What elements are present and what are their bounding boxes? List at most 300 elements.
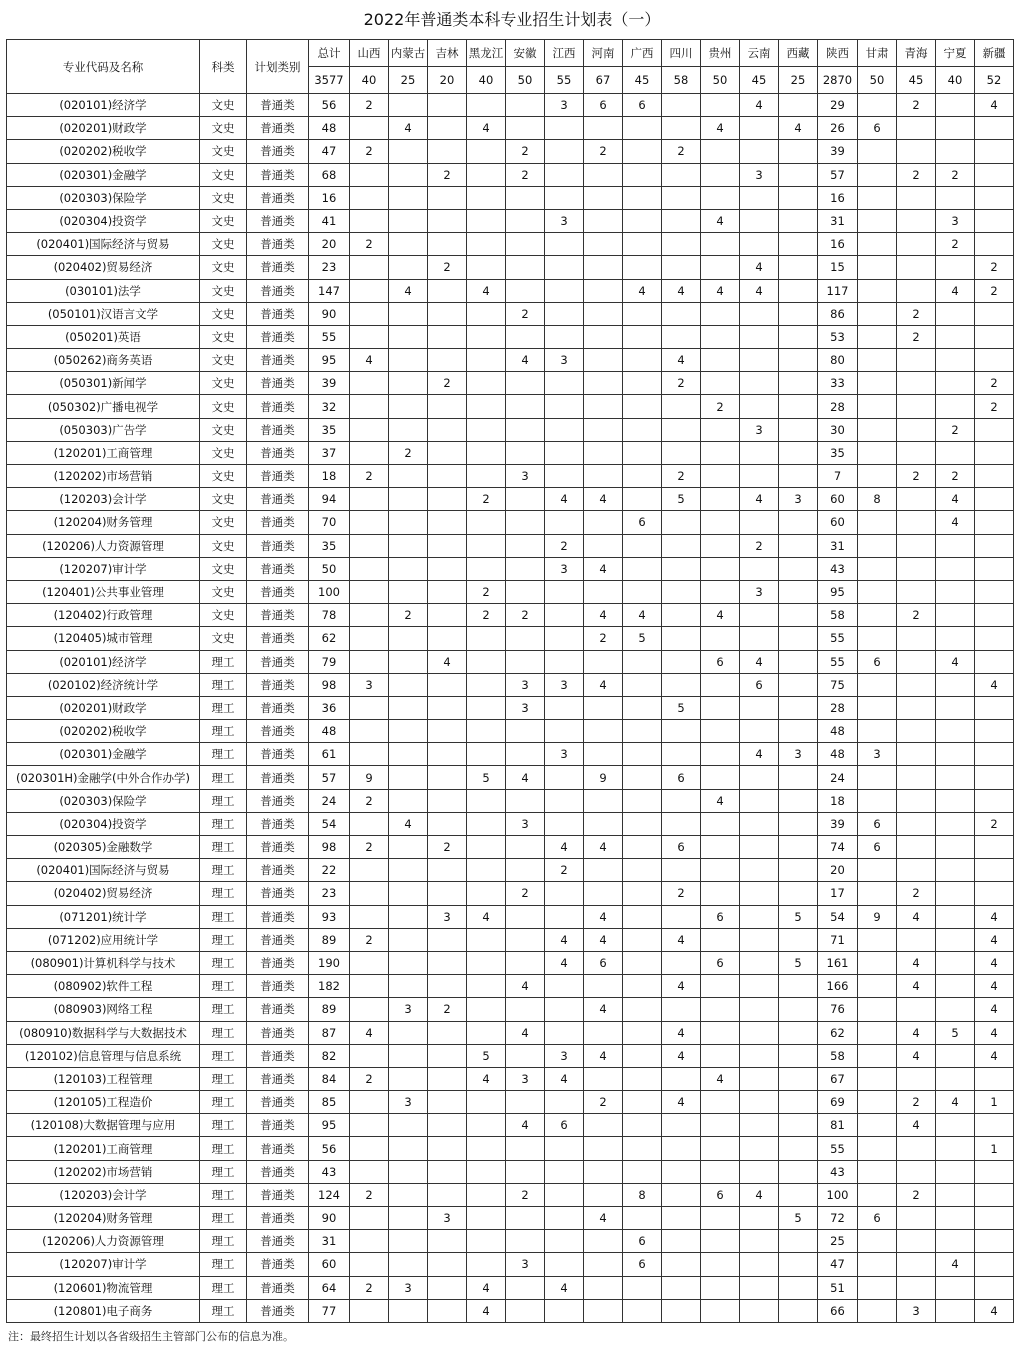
- quota-cell: [467, 209, 506, 232]
- quota-cell: [506, 233, 545, 256]
- quota-cell: [350, 186, 389, 209]
- quota-cell: [779, 256, 818, 279]
- quota-cell: [545, 650, 584, 673]
- quota-cell: 4: [662, 928, 701, 951]
- quota-cell: [506, 1137, 545, 1160]
- quota-cell: [467, 627, 506, 650]
- quota-cell: [975, 511, 1014, 534]
- quota-cell: [740, 233, 779, 256]
- quota-cell: [584, 372, 623, 395]
- table-row: [7, 302, 1014, 325]
- quota-cell: [545, 465, 584, 488]
- quota-cell: 81: [818, 1114, 858, 1137]
- quota-cell: [350, 1253, 389, 1276]
- quota-cell: [858, 186, 897, 209]
- quota-cell: 2: [350, 836, 389, 859]
- quota-cell: [779, 94, 818, 117]
- quota-cell: [858, 1276, 897, 1299]
- subject-cell: 理工: [200, 720, 247, 743]
- quota-cell: 4: [662, 349, 701, 372]
- quota-cell: 3: [506, 673, 545, 696]
- quota-cell: [740, 209, 779, 232]
- quota-cell: [467, 140, 506, 163]
- quota-cell: [623, 534, 662, 557]
- quota-cell: 55: [818, 650, 858, 673]
- subject-cell: 理工: [200, 1230, 247, 1253]
- quota-cell: [584, 1067, 623, 1090]
- quota-cell: [701, 256, 740, 279]
- plan-type-cell: 普通类: [247, 1207, 309, 1230]
- quota-cell: [545, 720, 584, 743]
- quota-cell: 2: [467, 604, 506, 627]
- header-province: 江西: [545, 40, 584, 67]
- major-cell: (120108)大数据管理与应用: [7, 1114, 200, 1137]
- total-cell: 87: [309, 1021, 350, 1044]
- plan-type-cell: 普通类: [247, 209, 309, 232]
- quota-cell: [584, 580, 623, 603]
- quota-cell: [897, 673, 936, 696]
- quota-cell: [858, 325, 897, 348]
- quota-cell: [428, 882, 467, 905]
- quota-cell: [467, 233, 506, 256]
- quota-cell: 5: [467, 766, 506, 789]
- subject-cell: 理工: [200, 1160, 247, 1183]
- major-cell: (020301H)金融学(中外合作办学): [7, 766, 200, 789]
- quota-cell: [389, 1207, 428, 1230]
- quota-cell: 4: [701, 1067, 740, 1090]
- quota-cell: [623, 395, 662, 418]
- quota-cell: 3: [350, 673, 389, 696]
- quota-cell: 4: [584, 1207, 623, 1230]
- quota-cell: [897, 1207, 936, 1230]
- plan-type-cell: 普通类: [247, 117, 309, 140]
- quota-cell: 3: [545, 557, 584, 580]
- quota-cell: [701, 1114, 740, 1137]
- subject-cell: 理工: [200, 1067, 247, 1090]
- quota-cell: 9: [584, 766, 623, 789]
- quota-cell: 2: [428, 372, 467, 395]
- quota-cell: [545, 975, 584, 998]
- quota-cell: 4: [897, 1114, 936, 1137]
- quota-cell: [623, 1091, 662, 1114]
- quota-cell: [389, 1044, 428, 1067]
- header-province-total: 25: [389, 67, 428, 94]
- quota-cell: 2: [584, 140, 623, 163]
- quota-cell: [936, 743, 975, 766]
- plan-type-cell: 普通类: [247, 1299, 309, 1322]
- quota-cell: [623, 1044, 662, 1067]
- quota-cell: [350, 441, 389, 464]
- quota-cell: 53: [818, 325, 858, 348]
- quota-cell: [897, 140, 936, 163]
- quota-cell: [428, 951, 467, 974]
- quota-cell: [701, 743, 740, 766]
- total-cell: 95: [309, 349, 350, 372]
- quota-cell: 3: [428, 1207, 467, 1230]
- header-province: 黑龙江: [467, 40, 506, 67]
- quota-cell: [975, 163, 1014, 186]
- quota-cell: [389, 859, 428, 882]
- table-row: [7, 882, 1014, 905]
- quota-cell: 7: [818, 465, 858, 488]
- plan-type-cell: 普通类: [247, 1253, 309, 1276]
- header-total-value: 3577: [309, 67, 350, 94]
- quota-cell: [506, 209, 545, 232]
- quota-cell: [389, 372, 428, 395]
- quota-cell: [389, 511, 428, 534]
- quota-cell: [858, 951, 897, 974]
- quota-cell: [584, 325, 623, 348]
- quota-cell: [858, 859, 897, 882]
- quota-cell: [662, 905, 701, 928]
- quota-cell: [975, 720, 1014, 743]
- quota-cell: [545, 1137, 584, 1160]
- quota-cell: [428, 1021, 467, 1044]
- quota-cell: [623, 186, 662, 209]
- quota-cell: 3: [506, 465, 545, 488]
- quota-cell: [584, 882, 623, 905]
- quota-cell: [701, 1253, 740, 1276]
- quota-cell: [506, 418, 545, 441]
- quota-cell: [701, 580, 740, 603]
- quota-cell: [584, 1114, 623, 1137]
- header-province-total: 50: [858, 67, 897, 94]
- quota-cell: 16: [818, 186, 858, 209]
- quota-cell: [858, 233, 897, 256]
- quota-cell: [740, 696, 779, 719]
- quota-cell: [701, 1137, 740, 1160]
- total-cell: 24: [309, 789, 350, 812]
- quota-cell: [506, 836, 545, 859]
- quota-cell: [936, 627, 975, 650]
- total-cell: 23: [309, 256, 350, 279]
- quota-cell: [701, 94, 740, 117]
- quota-cell: 8: [858, 488, 897, 511]
- quota-cell: [350, 534, 389, 557]
- quota-cell: [467, 186, 506, 209]
- quota-cell: [701, 766, 740, 789]
- total-cell: 22: [309, 859, 350, 882]
- total-cell: 37: [309, 441, 350, 464]
- quota-cell: [467, 998, 506, 1021]
- quota-cell: 4: [740, 488, 779, 511]
- subject-cell: 理工: [200, 1021, 247, 1044]
- quota-cell: [389, 256, 428, 279]
- quota-cell: 4: [975, 1021, 1014, 1044]
- header-province-total: 45: [623, 67, 662, 94]
- plan-type-cell: 普通类: [247, 302, 309, 325]
- quota-cell: 5: [623, 627, 662, 650]
- quota-cell: 4: [701, 117, 740, 140]
- quota-cell: [389, 789, 428, 812]
- header-province-total: 55: [545, 67, 584, 94]
- plan-type-cell: 普通类: [247, 789, 309, 812]
- total-cell: 84: [309, 1067, 350, 1090]
- quota-cell: [428, 233, 467, 256]
- quota-cell: [858, 1114, 897, 1137]
- quota-cell: [623, 1207, 662, 1230]
- subject-cell: 理工: [200, 1044, 247, 1067]
- quota-cell: 4: [623, 279, 662, 302]
- quota-cell: 3: [545, 1044, 584, 1067]
- quota-cell: 4: [506, 975, 545, 998]
- quota-cell: [506, 325, 545, 348]
- subject-cell: 理工: [200, 1137, 247, 1160]
- quota-cell: [662, 1207, 701, 1230]
- quota-cell: [662, 743, 701, 766]
- plan-type-cell: 普通类: [247, 743, 309, 766]
- quota-cell: [897, 766, 936, 789]
- quota-cell: [467, 1021, 506, 1044]
- quota-cell: [975, 140, 1014, 163]
- quota-cell: [623, 650, 662, 673]
- quota-cell: [428, 1253, 467, 1276]
- quota-cell: 4: [740, 279, 779, 302]
- total-cell: 35: [309, 418, 350, 441]
- quota-cell: [740, 928, 779, 951]
- quota-cell: 2: [350, 140, 389, 163]
- quota-cell: 2: [350, 94, 389, 117]
- quota-cell: 2: [389, 441, 428, 464]
- quota-cell: 4: [740, 256, 779, 279]
- quota-cell: 76: [818, 998, 858, 1021]
- total-cell: 85: [309, 1091, 350, 1114]
- quota-cell: [779, 465, 818, 488]
- quota-cell: [975, 604, 1014, 627]
- plan-type-cell: 普通类: [247, 650, 309, 673]
- quota-cell: [897, 812, 936, 835]
- quota-cell: [662, 94, 701, 117]
- quota-cell: [858, 604, 897, 627]
- table-row: [7, 279, 1014, 302]
- quota-cell: [428, 325, 467, 348]
- quota-cell: [740, 627, 779, 650]
- quota-cell: [506, 511, 545, 534]
- quota-cell: [545, 279, 584, 302]
- quota-cell: [779, 1067, 818, 1090]
- quota-cell: 6: [858, 1207, 897, 1230]
- quota-cell: [779, 789, 818, 812]
- table-row: [7, 905, 1014, 928]
- quota-cell: [584, 975, 623, 998]
- quota-cell: 71: [818, 928, 858, 951]
- quota-cell: 95: [818, 580, 858, 603]
- quota-cell: [467, 1114, 506, 1137]
- subject-cell: 文史: [200, 580, 247, 603]
- quota-cell: [506, 557, 545, 580]
- quota-cell: [858, 580, 897, 603]
- quota-cell: 58: [818, 1044, 858, 1067]
- enrollment-plan-table: [6, 39, 1014, 1323]
- major-cell: (050262)商务英语: [7, 349, 200, 372]
- plan-type-cell: 普通类: [247, 94, 309, 117]
- quota-cell: 4: [584, 488, 623, 511]
- quota-cell: 6: [858, 836, 897, 859]
- quota-cell: 66: [818, 1299, 858, 1322]
- table-row: [7, 186, 1014, 209]
- quota-cell: [350, 580, 389, 603]
- quota-cell: [662, 673, 701, 696]
- quota-cell: [623, 1114, 662, 1137]
- quota-cell: [623, 325, 662, 348]
- quota-cell: 2: [701, 395, 740, 418]
- quota-cell: 4: [662, 279, 701, 302]
- quota-cell: 5: [662, 488, 701, 511]
- subject-cell: 文史: [200, 465, 247, 488]
- quota-cell: [701, 1276, 740, 1299]
- major-cell: (020303)保险学: [7, 789, 200, 812]
- table-row: [7, 372, 1014, 395]
- quota-cell: [858, 766, 897, 789]
- quota-cell: [936, 256, 975, 279]
- subject-cell: 文史: [200, 325, 247, 348]
- quota-cell: [467, 975, 506, 998]
- quota-cell: [389, 836, 428, 859]
- subject-cell: 理工: [200, 673, 247, 696]
- quota-cell: [584, 1183, 623, 1206]
- quota-cell: 4: [936, 1253, 975, 1276]
- quota-cell: [858, 465, 897, 488]
- quota-cell: [779, 534, 818, 557]
- header-province-total: 40: [350, 67, 389, 94]
- quota-cell: 2: [897, 604, 936, 627]
- subject-cell: 文史: [200, 372, 247, 395]
- quota-cell: [897, 650, 936, 673]
- quota-cell: [740, 557, 779, 580]
- subject-cell: 文史: [200, 395, 247, 418]
- table-row: [7, 1276, 1014, 1299]
- header-province-total: 50: [506, 67, 545, 94]
- header-major: 专业代码及名称: [7, 40, 200, 94]
- table-row: [7, 998, 1014, 1021]
- quota-cell: 3: [740, 580, 779, 603]
- total-cell: 190: [309, 951, 350, 974]
- quota-cell: [701, 233, 740, 256]
- quota-cell: [389, 1114, 428, 1137]
- quota-cell: 86: [818, 302, 858, 325]
- quota-cell: 4: [467, 279, 506, 302]
- plan-type-cell: 普通类: [247, 279, 309, 302]
- quota-cell: 6: [584, 94, 623, 117]
- quota-cell: [467, 696, 506, 719]
- quota-cell: [506, 117, 545, 140]
- quota-cell: [584, 302, 623, 325]
- quota-cell: 3: [545, 673, 584, 696]
- table-row: [7, 627, 1014, 650]
- major-cell: (050101)汉语言文学: [7, 302, 200, 325]
- quota-cell: [389, 951, 428, 974]
- quota-cell: [858, 673, 897, 696]
- quota-cell: [897, 233, 936, 256]
- quota-cell: [428, 186, 467, 209]
- quota-cell: 4: [701, 789, 740, 812]
- header-province: 云南: [740, 40, 779, 67]
- plan-type-cell: 普通类: [247, 1230, 309, 1253]
- quota-cell: [897, 789, 936, 812]
- quota-cell: [897, 998, 936, 1021]
- quota-cell: 2: [506, 163, 545, 186]
- quota-cell: [350, 511, 389, 534]
- quota-cell: [701, 163, 740, 186]
- header-province-total: 25: [779, 67, 818, 94]
- quota-cell: [623, 465, 662, 488]
- quota-cell: 4: [623, 604, 662, 627]
- quota-cell: 55: [818, 1137, 858, 1160]
- quota-cell: [389, 580, 428, 603]
- quota-cell: [584, 186, 623, 209]
- quota-cell: [858, 140, 897, 163]
- quota-cell: [936, 94, 975, 117]
- quota-cell: [662, 789, 701, 812]
- major-cell: (020202)税收学: [7, 140, 200, 163]
- quota-cell: 3: [389, 1276, 428, 1299]
- quota-cell: [545, 1021, 584, 1044]
- quota-cell: [350, 395, 389, 418]
- quota-cell: [936, 557, 975, 580]
- quota-cell: [389, 325, 428, 348]
- quota-cell: [779, 349, 818, 372]
- quota-cell: [740, 1044, 779, 1067]
- quota-cell: [623, 256, 662, 279]
- plan-type-cell: 普通类: [247, 534, 309, 557]
- quota-cell: [779, 1253, 818, 1276]
- total-cell: 48: [309, 720, 350, 743]
- plan-type-cell: 普通类: [247, 696, 309, 719]
- quota-cell: [740, 1230, 779, 1253]
- quota-cell: [389, 302, 428, 325]
- quota-cell: [740, 1299, 779, 1322]
- quota-cell: [428, 1230, 467, 1253]
- quota-cell: [623, 766, 662, 789]
- quota-cell: [740, 140, 779, 163]
- quota-cell: [779, 418, 818, 441]
- quota-cell: [623, 209, 662, 232]
- quota-cell: [623, 117, 662, 140]
- footnote: 注：最终招生计划以各省级招生主管部门公布的信息为准。: [8, 1330, 294, 1343]
- subject-cell: 文史: [200, 349, 247, 372]
- table-row: [7, 859, 1014, 882]
- quota-cell: [701, 1299, 740, 1322]
- quota-cell: 4: [389, 279, 428, 302]
- quota-cell: [467, 511, 506, 534]
- quota-cell: [858, 441, 897, 464]
- plan-type-cell: 普通类: [247, 1044, 309, 1067]
- quota-cell: 6: [584, 951, 623, 974]
- quota-cell: [897, 859, 936, 882]
- plan-type-cell: 普通类: [247, 673, 309, 696]
- quota-cell: 4: [389, 117, 428, 140]
- major-cell: (020401)国际经济与贸易: [7, 859, 200, 882]
- quota-cell: [897, 1137, 936, 1160]
- quota-cell: [467, 256, 506, 279]
- quota-cell: 2: [897, 882, 936, 905]
- quota-cell: [467, 1137, 506, 1160]
- quota-cell: [506, 789, 545, 812]
- quota-cell: [623, 882, 662, 905]
- quota-cell: 5: [467, 1044, 506, 1067]
- major-cell: (020303)保险学: [7, 186, 200, 209]
- subject-cell: 理工: [200, 1091, 247, 1114]
- quota-cell: 117: [818, 279, 858, 302]
- quota-cell: [701, 859, 740, 882]
- quota-cell: [389, 1160, 428, 1183]
- quota-cell: 4: [975, 975, 1014, 998]
- quota-cell: [897, 488, 936, 511]
- subject-cell: 理工: [200, 951, 247, 974]
- quota-cell: 4: [584, 1044, 623, 1067]
- quota-cell: [936, 951, 975, 974]
- quota-cell: [350, 1160, 389, 1183]
